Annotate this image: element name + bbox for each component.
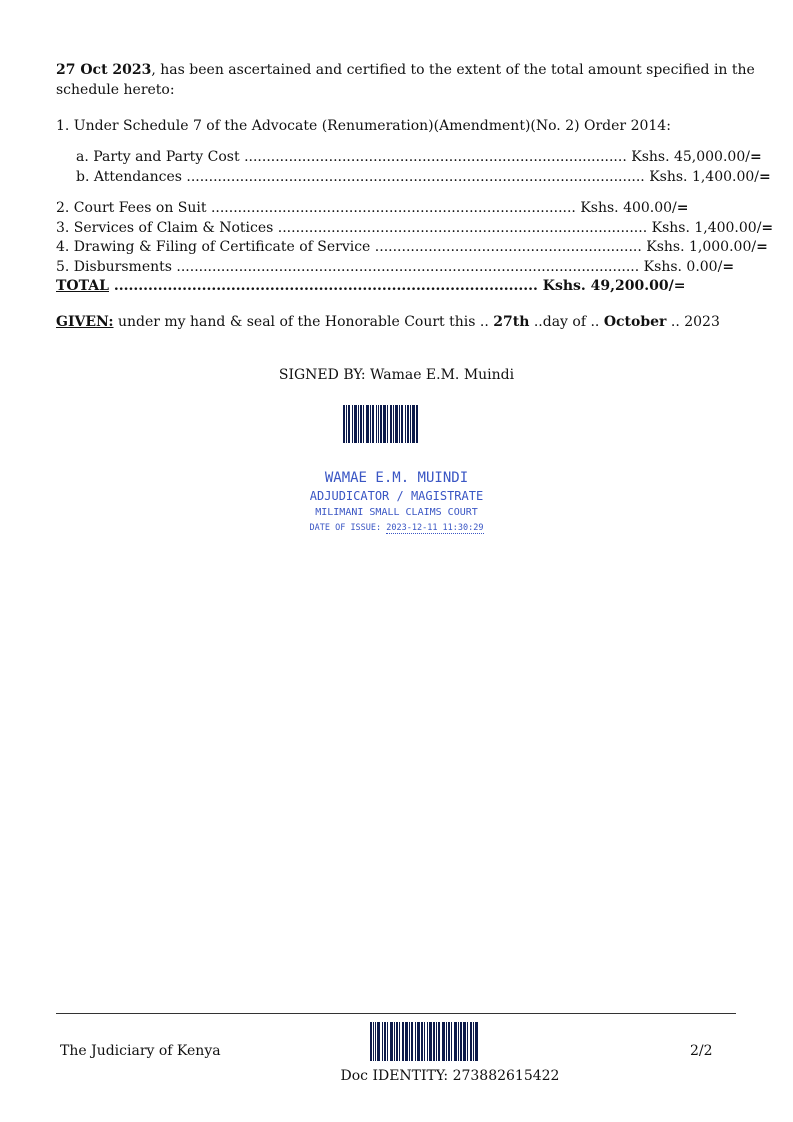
leader-dots: ............................................................ <box>374 239 642 255</box>
given-line <box>56 314 720 330</box>
total-label: TOTAL <box>56 278 109 294</box>
intro-line-2: schedule hereto: <box>56 82 175 98</box>
item-amount: Kshs. 400.00/ <box>580 200 677 216</box>
amount-suffix: = <box>749 149 762 165</box>
leader-dots: .................................................................................. <box>210 200 576 216</box>
stamp-title: ADJUDICATOR / MAGISTRATE <box>309 489 484 503</box>
intro-date: 27 Oct 2023 <box>56 62 152 78</box>
item-3 <box>56 220 773 236</box>
sub-item-label: a. Party and Party Cost <box>76 149 240 165</box>
stamp-name: WAMAE E.M. MUINDI <box>324 470 469 486</box>
amount-suffix: = <box>759 169 771 185</box>
sub-item-label: b. Attendances <box>76 169 182 185</box>
amount-suffix: = <box>676 200 689 216</box>
sub-item-amount: Kshs. 1,400.00/ <box>649 169 760 185</box>
given-day: 27th <box>493 314 530 330</box>
sub-item-amount: Kshs. 45,000.00/ <box>631 149 750 165</box>
doc-identity: Doc IDENTITY: 273882615422 <box>340 1068 560 1084</box>
intro-line-1 <box>56 62 755 78</box>
amount-suffix: = <box>722 259 735 275</box>
total-row <box>56 278 685 294</box>
given-month: October <box>603 314 667 330</box>
sub-item-a <box>76 149 762 165</box>
item-label: 4. Drawing & Filing of Certificate of Service <box>56 239 371 255</box>
given-text: under my hand & seal of the Honorable Court this .. <box>113 314 494 330</box>
given-text: .. 2023 <box>666 314 720 330</box>
page-number: 2/2 <box>690 1043 713 1059</box>
barcode-bar <box>416 405 418 443</box>
leader-dots: ....................................................................................... <box>113 278 538 294</box>
leader-dots: ................................................................................... <box>277 220 648 236</box>
given-text: ..day of .. <box>529 314 604 330</box>
footer-org: The Judiciary of Kenya <box>60 1043 221 1059</box>
item-amount: Kshs. 0.00/ <box>643 259 723 275</box>
item-amount: Kshs. 1,400.00/ <box>651 220 762 236</box>
leader-dots: ........................................................................................................ <box>176 259 640 275</box>
item-5 <box>56 259 734 275</box>
item-amount: Kshs. 1,000.00/ <box>646 239 757 255</box>
sub-item-b <box>76 169 771 185</box>
given-label: GIVEN: <box>56 314 114 330</box>
leader-dots: ...................................................................................... <box>244 149 627 165</box>
signature-barcode-icon <box>343 405 449 443</box>
doc-barcode-icon <box>370 1022 522 1061</box>
item-label: 3. Services of Claim & Notices <box>56 220 274 236</box>
item-1-label: 1. Under Schedule 7 of the Advocate (Renumeration)(Amendment)(No. 2) Order 2014: <box>56 118 671 134</box>
item-4 <box>56 239 768 255</box>
total-amount: Kshs. 49,200.00/= <box>542 278 686 294</box>
signed-by: SIGNED BY: Wamae E.M. Muindi <box>278 367 515 383</box>
footer-divider <box>56 1013 736 1014</box>
stamp-date-value: 2023-12-11 11:30:29 <box>386 523 484 533</box>
stamp-court: MILIMANI SMALL CLAIMS COURT <box>315 507 478 518</box>
barcode-bar <box>475 1022 478 1061</box>
amount-suffix: = <box>761 220 774 236</box>
leader-dots: ....................................................................................................... <box>186 169 645 185</box>
item-label: 5. Disbursments <box>56 259 172 275</box>
item-label: 2. Court Fees on Suit <box>56 200 207 216</box>
stamp-date <box>0 523 793 533</box>
amount-suffix: = <box>756 239 768 255</box>
intro-text: , has been ascertained and certified to the extent of the total amount specified in the <box>151 62 755 78</box>
item-2 <box>56 200 689 216</box>
stamp-date-label: DATE OF ISSUE: <box>309 523 387 533</box>
